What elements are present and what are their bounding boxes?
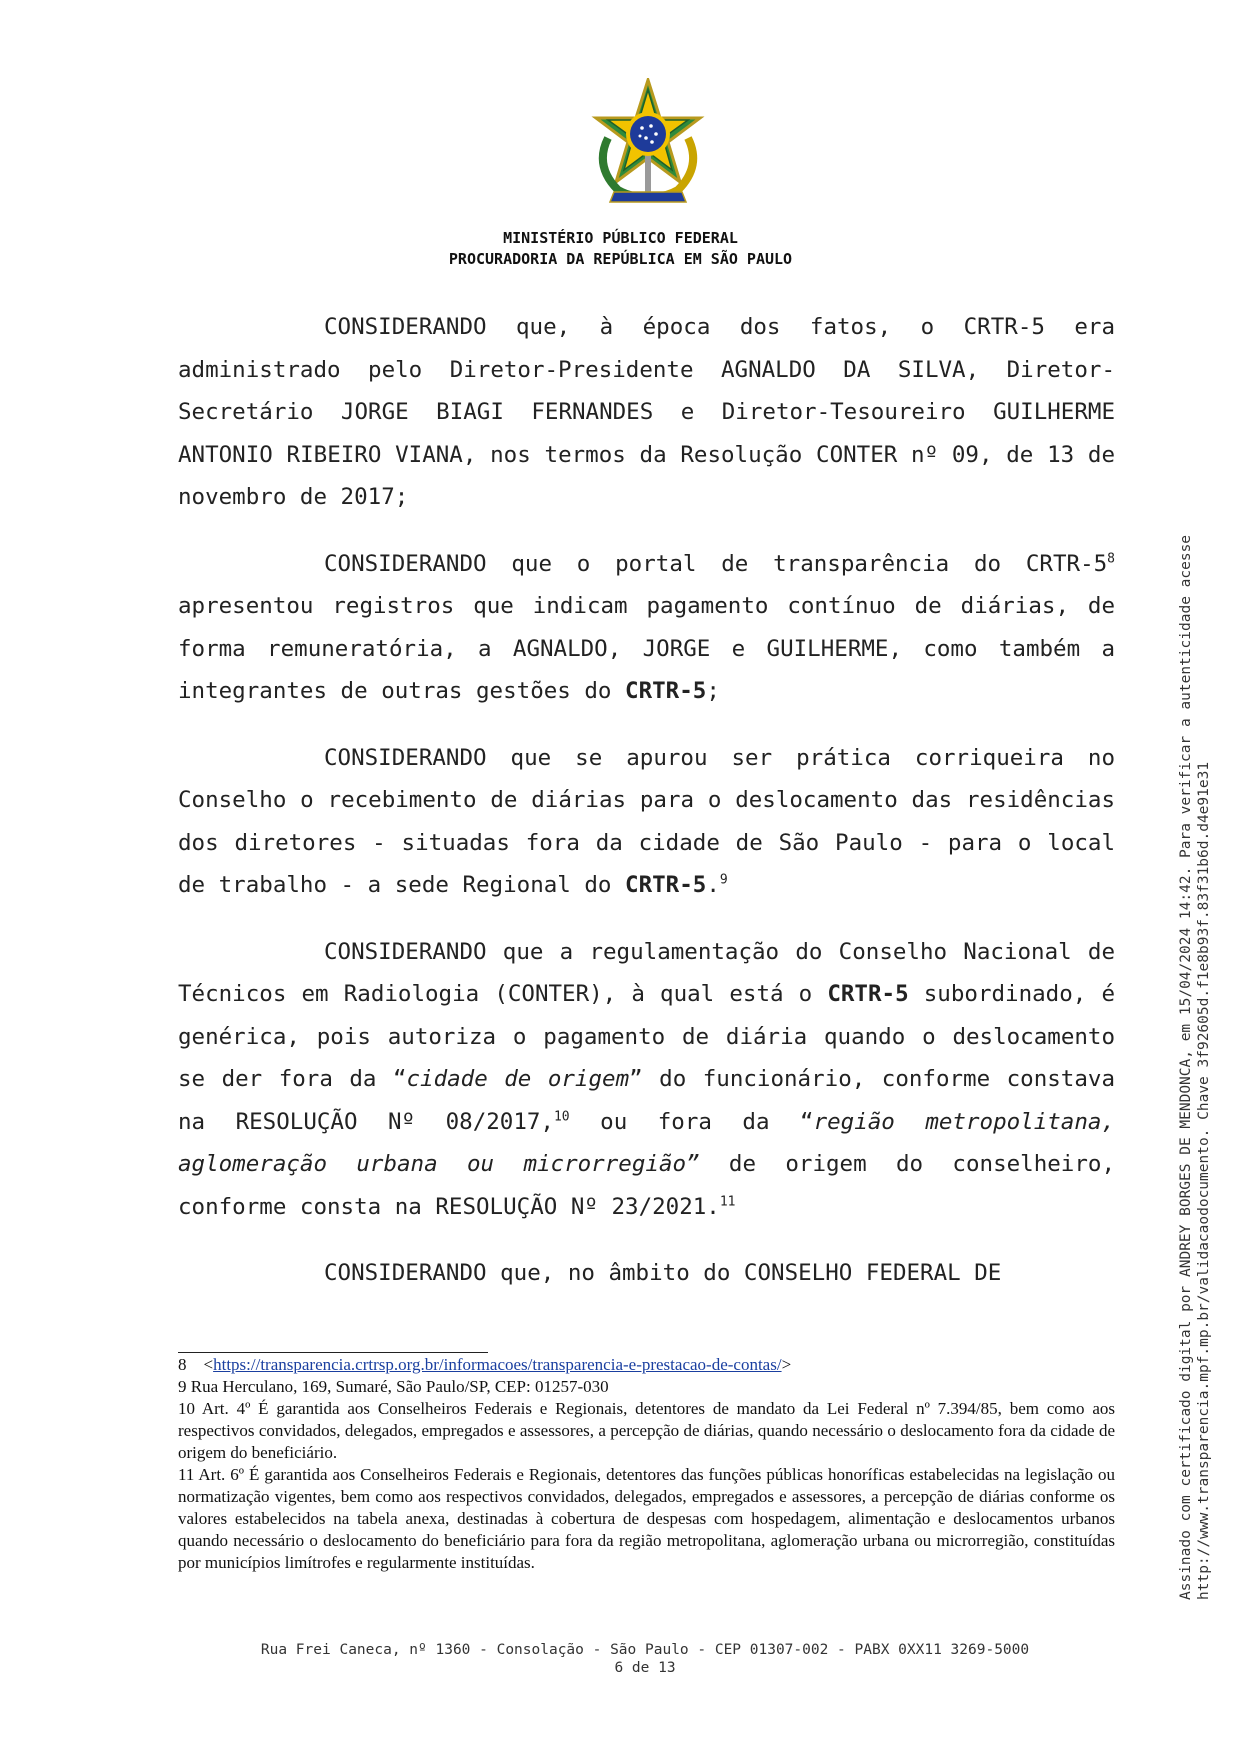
paragraph-4-text: ou fora da “ xyxy=(569,1108,814,1135)
footnote-ref-11: 11 xyxy=(719,1194,736,1209)
footnote-8-bracket: > xyxy=(781,1355,792,1374)
header-institution: MINISTÉRIO PÚBLICO FEDERAL xyxy=(503,229,738,247)
paragraph-3-text: CONSIDERANDO que se apurou ser prática corriqueira no Conselho o recebimento de diárias para o deslocamento das residências dos diretores - situadas fora da cidade de São Paulo - para o local de trabalho - a sede Regional do xyxy=(178,744,1115,898)
document-body xyxy=(178,306,1115,1319)
paragraph-3-text: . xyxy=(706,872,720,898)
brazil-coat-of-arms-icon xyxy=(588,78,708,208)
paragraph-4-italic: região metropolitana, aglomeração urbana ou microrregião” xyxy=(178,1108,1115,1177)
footnote-8-bracket: < xyxy=(203,1355,214,1374)
paragraph-4 xyxy=(178,931,1115,1229)
footer-address: Rua Frei Caneca, nº 1360 - Consolação - São Paulo - CEP 01307-002 - PABX 0XX11 3269-5000 xyxy=(260,1642,1030,1658)
footnote-ref-8: 8 xyxy=(1107,551,1115,566)
paragraph-1: CONSIDERANDO que, à época dos fatos, o CRTR-5 era administrado pelo Diretor-Presidente AGNALDO DA SILVA, Diretor-Secretário JORGE BIAGI FERNANDES e Diretor-Tesoureiro GUILHERME ANTONIO RIBEIRO VIANA, nos termos da Resolução CONTER nº 09, de 13 de novembro de 2017; xyxy=(178,314,1115,510)
page-number: 6 de 13 xyxy=(614,1660,676,1676)
paragraph-2-text: apresentou registros que indicam pagamento contínuo de diárias, de forma remuneratória, a AGNALDO, JORGE e GUILHERME, como também a integrantes de outras gestões do xyxy=(178,593,1115,704)
paragraph-4-text: de origem do conselheiro, conforme consta na RESOLUÇÃO Nº 23/2021. xyxy=(178,1151,1115,1220)
page-footer xyxy=(0,1641,1241,1677)
paragraph-4-text: CONSIDERANDO que a regulamentação do Conselho Nacional de Técnicos em Radiologia (CONTER), à qual está o xyxy=(178,938,1115,1007)
paragraph-3 xyxy=(178,737,1115,907)
footnote-ref-10: 10 xyxy=(553,1109,570,1124)
paragraph-5: CONSIDERANDO que, no âmbito do CONSELHO FEDERAL DE xyxy=(324,1260,1002,1286)
footnote-10: 10 Art. 4º É garantida aos Conselheiros Federais e Regionais, detentores de mandato da Lei Federal nº 7.394/85, bem como aos respectivos convidados, delegados, empregados e assessores, a percepção de diárias, quando necessário o deslocamento fora da cidade de origem do beneficiário. xyxy=(178,1399,1115,1462)
footnote-divider xyxy=(178,1352,488,1353)
footnote-9: 9 Rua Herculano, 169, Sumaré, São Paulo/SP, CEP: 01257-030 xyxy=(178,1377,609,1396)
paragraph-4-italic: cidade de origem xyxy=(406,1066,630,1092)
paragraph-4-text: subordinado, é genérica, pois autoriza o pagamento de diária quando o deslocamento se der fora da “ xyxy=(178,981,1115,1092)
paragraph-4-text: ” do funcionário, conforme constava na RESOLUÇÃO Nº 08/2017, xyxy=(178,1066,1115,1135)
footnote-8 xyxy=(178,1354,1115,1376)
verification-line: http://www.transparencia.mpf.mp.br/validacaodocumento. Chave 3f92605d.f1e8b93f.83f31b6d.d4e91e31 xyxy=(1196,761,1212,1600)
signature-line: Assinado com certificado digital por ANDREY BORGES DE MENDONCA, em 15/04/2024 14:42. Para verificar a autenticidade acesse xyxy=(1178,534,1194,1600)
transparency-portal-link[interactable]: https://transparencia.crtrsp.org.br/informacoes/transparencia-e-prestacao-de-contas/ xyxy=(213,1355,782,1374)
header-office: PROCURADORIA DA REPÚBLICA EM SÃO PAULO xyxy=(448,250,793,268)
footnote-8-number: 8 xyxy=(178,1355,187,1374)
paragraph-4-bold: CRTR-5 xyxy=(827,981,909,1007)
paragraph-2-text: CONSIDERANDO que o portal de transparência do CRTR-5 xyxy=(324,550,1108,577)
document-header xyxy=(0,228,1241,270)
footnotes xyxy=(178,1354,1115,1574)
footnote-ref-9: 9 xyxy=(719,872,728,888)
paragraph-2-bold: CRTR-5 xyxy=(625,678,707,704)
paragraph-2-text: ; xyxy=(706,678,720,704)
signature-stamp xyxy=(1177,360,1237,1600)
paragraph-2 xyxy=(178,543,1115,713)
footnote-11: 11 Art. 6º É garantida aos Conselheiros Federais e Regionais, detentores das funções públicas honoríficas estabelecidas na legislação ou normatização vigentes, bem como aos respectivos convidados, delegados, empregados e assessores, a percepção de diárias conforme os valores estabelecidos na tabela anexa, destinadas à cobertura de despesas com hospedagem, alimentação e deslocamentos urbanos quando necessário o deslocamento do beneficiário para fora da região metropolitana, aglomeração urbana ou microrregião, constituídas por municípios limítrofes e regularmente instituídas. xyxy=(178,1465,1115,1572)
paragraph-3-bold: CRTR-5 xyxy=(625,872,707,898)
